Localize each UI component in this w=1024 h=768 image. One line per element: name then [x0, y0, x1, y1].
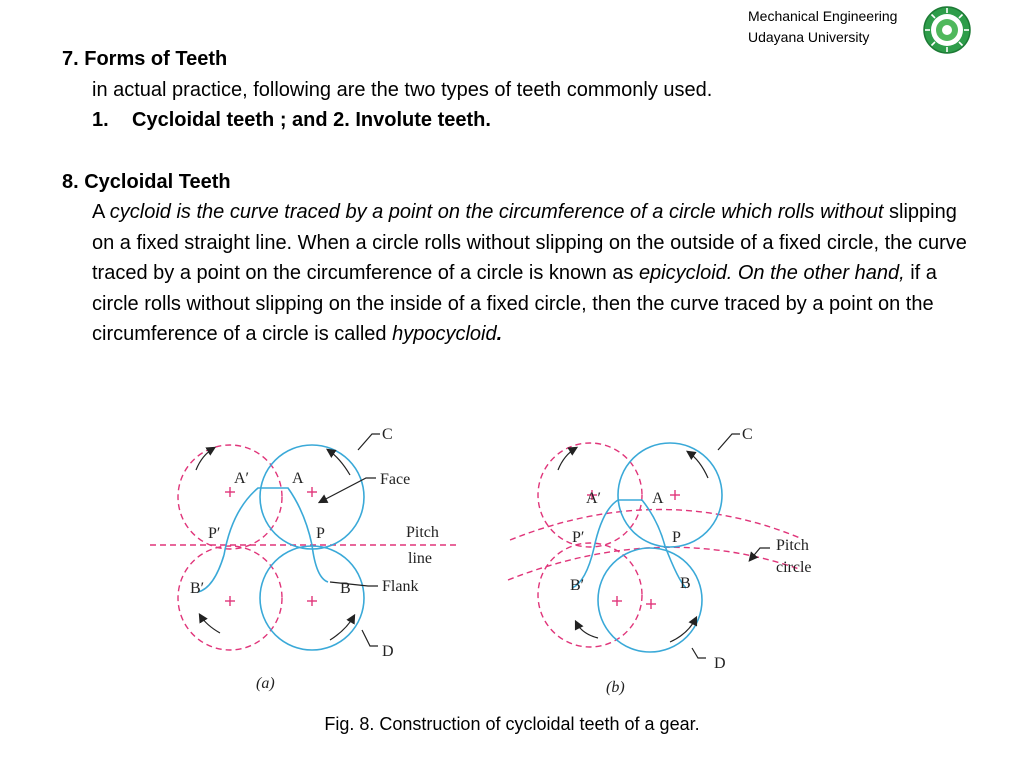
label-p: P: [672, 529, 681, 546]
cycloid-definition-paragraph: A cycloid is the curve traced by a point on the circumference of a circle which rolls without slipping on a fixed straight line. When a circle rolls without slipping on the outside of a fixed circle, the curve traced by a point on the circumference of a circle is known as epicycloid. On the other hand, if a circle rolls without slipping on the inside of a fixed circle, then the curve traced by a point on the circumference of a circle is called hypocycloid.: [92, 201, 967, 345]
teeth-types-list-item: [62, 105, 982, 136]
label-c: C: [742, 426, 753, 443]
header-university: Udayana University: [748, 29, 870, 45]
label-p: P: [316, 525, 325, 542]
label-b: B: [340, 580, 351, 597]
list-number: 1.: [92, 109, 109, 131]
slide-content: [62, 44, 982, 350]
section-7-intro: in actual practice, following are the two types of teeth commonly used.: [92, 78, 713, 101]
pitch-circle-upper: [510, 509, 800, 540]
header-department: Mechanical Engineering: [748, 8, 898, 24]
cycloidal-teeth-figure: [140, 420, 860, 700]
subfigure-a-label: (a): [256, 675, 275, 692]
list-text: Cycloidal teeth ; and 2. Involute teeth.: [132, 109, 491, 131]
label-a-prime: A′: [586, 490, 602, 507]
section-7-heading: 7. Forms of Teeth: [62, 48, 228, 70]
section-8-heading: 8. Cycloidal Teeth: [62, 170, 231, 193]
label-d: D: [714, 655, 726, 672]
label-b-prime: B′: [190, 580, 205, 597]
label-pitch: Pitch: [776, 537, 809, 554]
label-c: C: [382, 426, 393, 443]
figure-caption: Fig. 8. Construction of cycloidal teeth of a gear.: [324, 714, 700, 734]
label-circle: circle: [776, 559, 812, 576]
pitch-circle-lower: [508, 547, 802, 580]
label-p-prime: P′: [572, 529, 585, 546]
label-flank: Flank: [382, 578, 419, 595]
label-p-prime: P′: [208, 525, 221, 542]
label-a-prime: A′: [234, 470, 250, 487]
header-institution: [748, 6, 897, 48]
subfigure-b-label: (b): [606, 679, 625, 696]
figure-b: [508, 426, 812, 696]
label-b-prime: B′: [570, 577, 585, 594]
label-a: A: [652, 490, 664, 507]
label-a: A: [292, 470, 304, 487]
label-line: line: [408, 550, 432, 567]
label-face: Face: [380, 471, 411, 488]
label-pitch: Pitch: [406, 524, 439, 541]
label-b: B: [680, 575, 691, 592]
label-d: D: [382, 643, 394, 660]
figure-a: [150, 426, 460, 692]
